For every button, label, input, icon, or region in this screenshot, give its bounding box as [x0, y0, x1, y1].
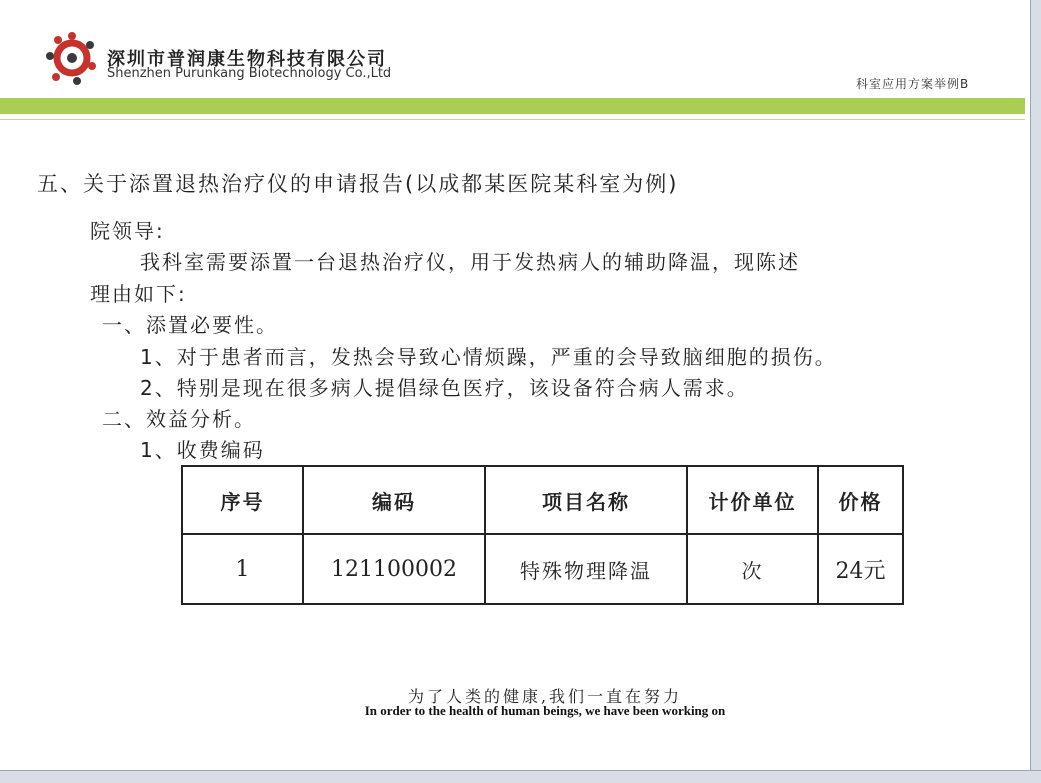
header-cell: 项目名称: [485, 466, 687, 534]
salutation: 院领导:: [90, 219, 165, 243]
table-cell: 特殊物理降温: [485, 534, 687, 604]
header-cell: 计价单位: [687, 466, 818, 534]
table-cell: 24元: [818, 534, 903, 604]
subsection-fee-code: 1、收费编码: [140, 438, 265, 462]
table-cell: 121100002: [303, 534, 485, 604]
necessity-item-2: 2、特别是现在很多病人提倡绿色医疗，该设备符合病人需求。: [140, 376, 749, 400]
intro-line-2: 理由如下:: [90, 282, 187, 306]
section-necessity: 一、添置必要性。: [102, 313, 278, 337]
header-divider: [0, 119, 1025, 120]
report-heading: 五、关于添置退热治疗仪的申请报告(以成都某医院某科室为例): [37, 172, 679, 196]
company-logo-icon: [44, 30, 100, 86]
header-cell: 编码: [303, 466, 485, 534]
table-row: [182, 534, 903, 604]
case-label: 科室应用方案举例B: [856, 77, 970, 91]
window-bottom-edge: [0, 770, 1041, 783]
window-scroll-edge: [1030, 0, 1041, 782]
table-header-row: [182, 466, 903, 534]
footer-slogan-en: In order to the health of human beings, we have been working on: [364, 703, 726, 718]
company-name-cn: 深圳市普润康生物科技有限公司: [107, 49, 387, 70]
section-benefit: 二、效益分析。: [102, 407, 256, 431]
necessity-item-1: 1、对于患者而言，发热会导致心情烦躁，严重的会导致脑细胞的损伤。: [140, 345, 837, 369]
table-cell: 次: [687, 534, 818, 604]
header-cell: 价格: [818, 466, 903, 534]
header-cell: 序号: [182, 466, 303, 534]
fee-table: [181, 465, 904, 605]
footer-slogan-cn: 为了人类的健康,我们一直在努力: [407, 687, 683, 706]
header-band: [0, 98, 1025, 114]
intro-line-1: 我科室需要添置一台退热治疗仪，用于发热病人的辅助降温，现陈述: [140, 250, 800, 274]
company-name-en: Shenzhen Purunkang Biotechnology Co.,Ltd: [107, 66, 392, 81]
table-cell: 1: [182, 534, 303, 604]
